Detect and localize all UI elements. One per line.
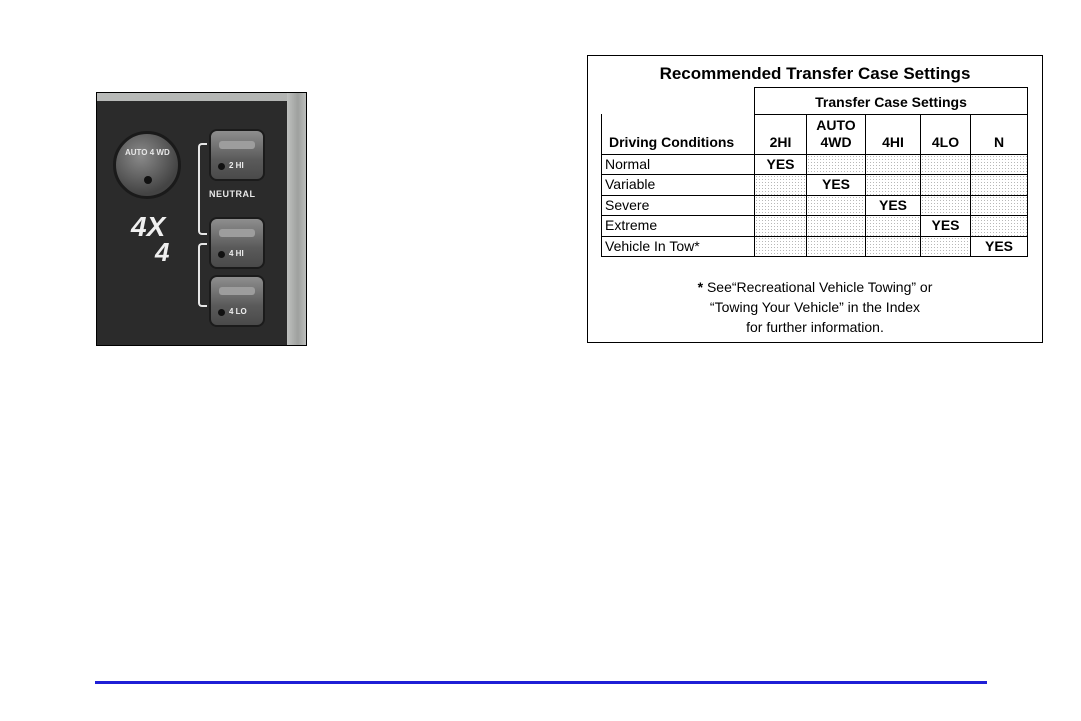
table-title: Recommended Transfer Case Settings (659, 64, 971, 83)
setting-empty-cell (754, 236, 807, 257)
footnote-line-2: “Towing Your Vehicle” in the Index (709, 299, 921, 315)
transfer-case-settings-table (587, 55, 1043, 343)
setting-empty-cell (806, 154, 866, 175)
4x4-badge-top: 4X (131, 211, 166, 242)
setting-empty-cell (754, 195, 807, 216)
column-header-line-2: 4LO (931, 134, 960, 150)
setting-empty-cell (806, 215, 866, 236)
setting-empty-cell (865, 236, 921, 257)
setting-empty-cell (970, 195, 1028, 216)
column-header (970, 114, 1028, 155)
4lo-button (209, 275, 265, 327)
setting-empty-cell (920, 195, 971, 216)
column-header (754, 114, 807, 155)
indicator-light (218, 163, 225, 170)
setting-empty-cell (865, 174, 921, 195)
column-header-line-1: AUTO (816, 117, 856, 133)
setting-empty-cell (920, 174, 971, 195)
setting-empty-cell (970, 215, 1028, 236)
setting-empty-cell (754, 215, 807, 236)
condition-cell: Variable (601, 174, 755, 195)
column-header-line-1 (755, 117, 806, 134)
neutral-label: NEUTRAL (209, 189, 256, 199)
group-header: Transfer Case Settings (754, 87, 1028, 115)
column-header-line-2: 4HI (882, 134, 904, 150)
setting-yes-cell: YES (920, 215, 971, 236)
footnote-line-1: See“Recreational Vehicle Towing” or (703, 279, 933, 295)
auto-4wd-button (113, 131, 181, 199)
condition-cell: Extreme (601, 215, 755, 236)
column-header-line-2: 4WD (820, 134, 852, 150)
4lo-label: 4 LO (229, 307, 247, 316)
indicator-light (218, 251, 225, 258)
setting-empty-cell (865, 154, 921, 175)
condition-cell: Vehicle In Tow* (601, 236, 755, 257)
page-bottom-rule (95, 681, 987, 684)
column-header (920, 114, 971, 155)
setting-empty-cell (970, 174, 1028, 195)
button-slot (219, 229, 255, 237)
column-header-line-1 (921, 117, 970, 134)
condition-cell: Normal (601, 154, 755, 175)
4hi-label: 4 HI (229, 249, 244, 258)
setting-yes-cell: YES (970, 236, 1028, 257)
setting-empty-cell (920, 154, 971, 175)
neutral-bracket-lower (198, 243, 207, 307)
setting-empty-cell (806, 236, 866, 257)
2hi-button (209, 129, 265, 181)
button-slot (219, 141, 255, 149)
setting-empty-cell (754, 174, 807, 195)
transfer-case-switch-photo (96, 92, 307, 346)
column-header (806, 114, 866, 155)
button-slot (219, 287, 255, 295)
setting-empty-cell (920, 236, 971, 257)
footnote-star: * (697, 279, 704, 295)
column-header-line-2: N (993, 134, 1005, 150)
setting-empty-cell (865, 215, 921, 236)
setting-empty-cell (806, 195, 866, 216)
condition-header: Driving Conditions (601, 114, 755, 155)
panel-divider (287, 93, 307, 346)
setting-yes-cell: YES (865, 195, 921, 216)
auto-4wd-label: AUTO 4 WD (125, 148, 170, 157)
column-header (865, 114, 921, 155)
setting-yes-cell: YES (754, 154, 807, 175)
column-header-line-2: 2HI (769, 134, 792, 150)
column-header-line-1 (866, 117, 920, 134)
4x4-badge-bottom: 4 (155, 237, 170, 267)
indicator-light (144, 176, 152, 184)
condition-cell: Severe (601, 195, 755, 216)
setting-empty-cell (970, 154, 1028, 175)
4hi-button (209, 217, 265, 269)
neutral-bracket-upper (198, 143, 207, 235)
table-footnote (588, 277, 1042, 337)
footnote-line-3: for further information. (746, 319, 884, 335)
setting-yes-cell: YES (806, 174, 866, 195)
indicator-light (218, 309, 225, 316)
column-header-line-1 (971, 117, 1027, 134)
2hi-label: 2 HI (229, 161, 244, 170)
